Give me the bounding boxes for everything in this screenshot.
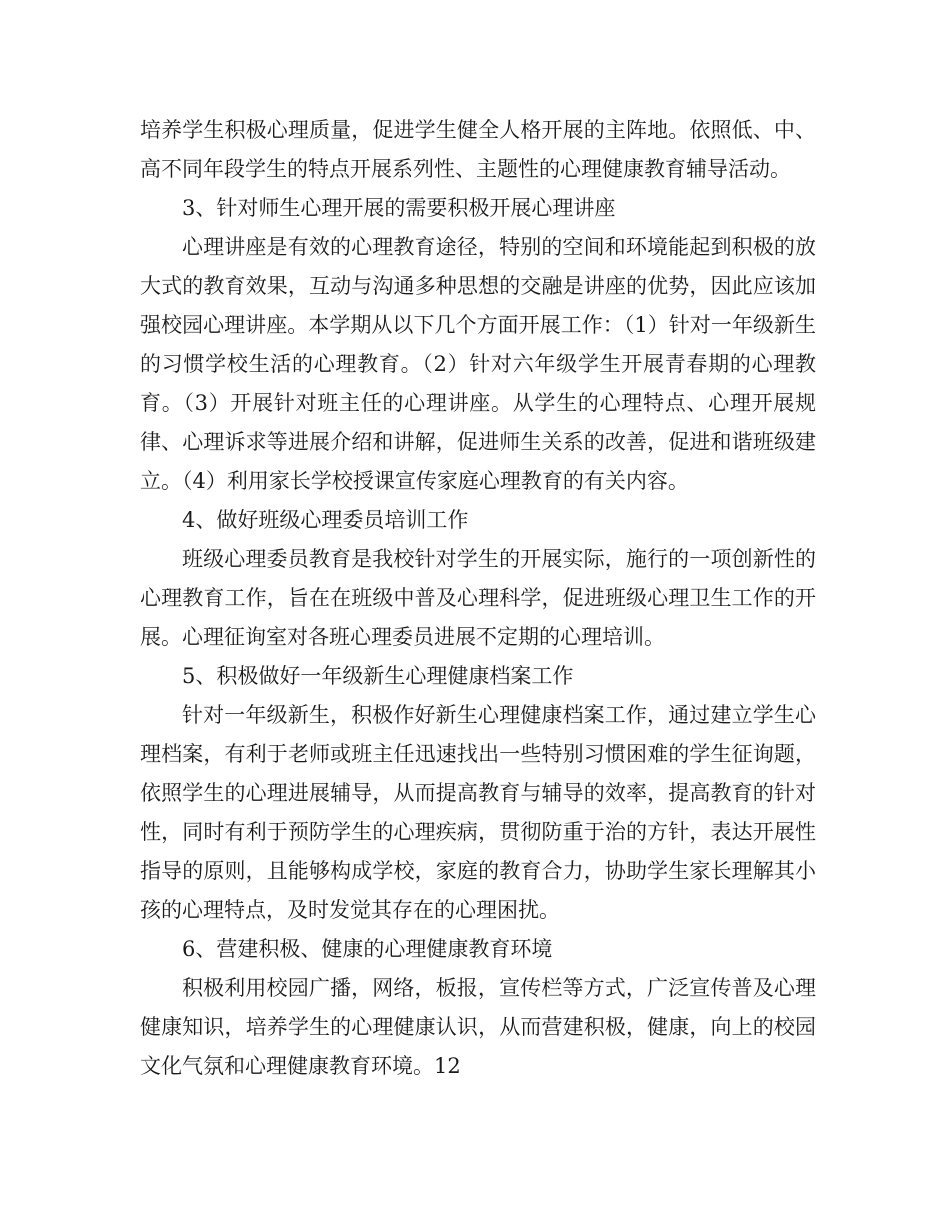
paragraph-intro: 培养学生积极心理质量，促进学生健全人格开展的主阵地。依照低、中、高不同年段学生的特点开展系列性、主题性的心理健康教育辅导活动。 [140,118,816,181]
section-heading-6: 6、营建积极、健康的心理健康教育环境 [182,937,553,961]
document-body [140,111,816,1086]
paragraph-environment: 积极利用校园广播，网络，板报，宣传栏等方式，广泛宣传普及心理健康知识，培养学生的心理健康认识，从而营建积极，健康，向上的校园文化气氛和心理健康教育环境。12 [140,976,816,1078]
section-heading-4: 4、做好班级心理委员培训工作 [182,508,469,532]
section-heading-3: 3、针对师生心理开展的需要积极开展心理讲座 [182,196,616,220]
paragraph-class-committee: 班级心理委员教育是我校针对学生的开展实际，施行的一项创新性的心理教育工作，旨在在班级中普及心理科学，促进班级心理卫生工作的开展。心理征询室对各班心理委员进展不定期的心理培训。 [140,547,816,649]
section-heading-5: 5、积极做好一年级新生心理健康档案工作 [182,664,574,688]
paragraph-lecture: 心理讲座是有效的心理教育途径，特别的空间和环境能起到积极的放大式的教育效果，互动与沟通多种思想的交融是讲座的优势，因此应该加强校园心理讲座。本学期从以下几个方面开展工作：（1）针对一年级新生的习惯学校生活的心理教育。（2）针对六年级学生开展青春期的心理教育。（3）开展针对班主任的心理讲座。从学生的心理特点、心理开展规律、心理诉求等进展介绍和讲解，促进师生关系的改善，促进和谐班级建立。（4）利用家长学校授课宣传家庭心理教育的有关内容。 [140,235,816,493]
paragraph-health-records: 针对一年级新生，积极作好新生心理健康档案工作，通过建立学生心理档案，有利于老师或班主任迅速找出一些特别习惯困难的学生征询题，依照学生的心理进展辅导，从而提高教育与辅导的效率，提高教育的针对性，同时有利于预防学生的心理疾病，贯彻防重于治的方针，表达开展性指导的原则，且能够构成学校，家庭的教育合力，协助学生家长理解其小孩的心理特点，及时发觉其存在的心理困扰。 [140,703,816,922]
